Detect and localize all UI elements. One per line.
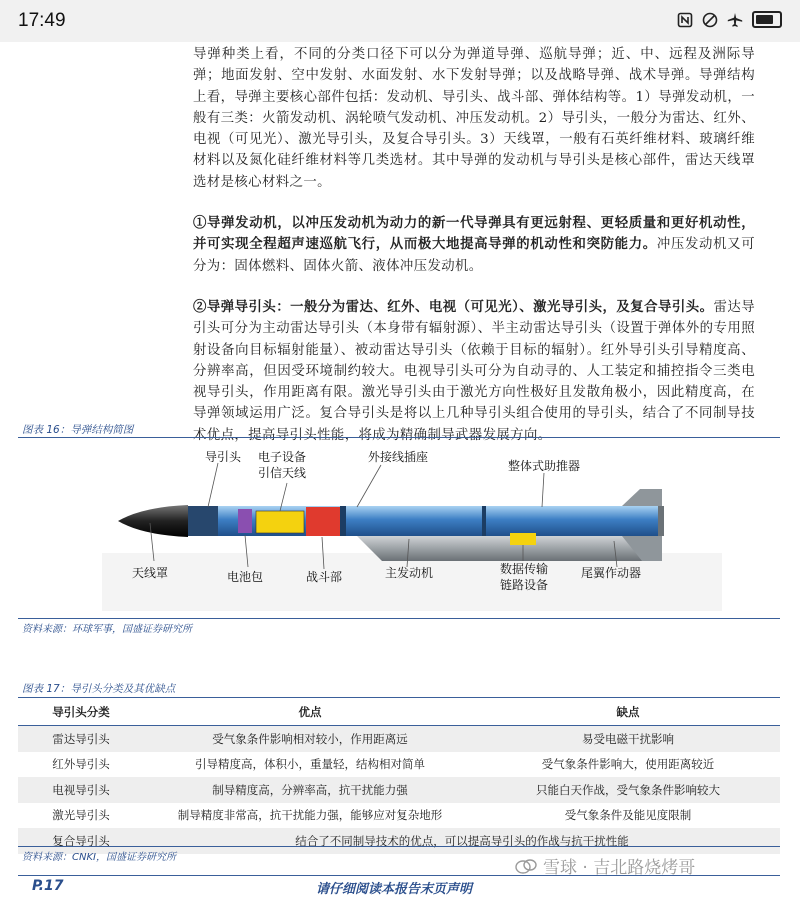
- paragraph-text: 导弹种类上看，不同的分类口径下可以分为弹道导弹、巡航导弹；近、中、远程及洲际导弹；地面发射、空中发射、水面发射、水下发射导弹；以及战略导弹、战术导弹。导弹结构上看，导弹主要核心部件包括：发动机、导引头、战斗部、弹体结构等。1）导弹发动机，一般有三类：火箭发动机、涡轮喷气发动机、冲压发动机。2）导引头，一般分为雷达、红外、电视（可见光）、激光导引头，及复合导引头。3）天线罩，一般有石英纤维材料、玻璃纤维材料以及氮化硅纤维材料等几类选材。其中导弹的发动机与导引头是核心部件，雷达天线罩选材是核心材料之一。: [193, 47, 755, 190]
- label-electronics-1: 电子设备: [258, 450, 307, 464]
- cell-type: 红外导引头: [52, 757, 110, 772]
- paragraph-text: 冲压发动机又可分为：固体燃料、固体火箭、液体冲压发动机。: [193, 237, 755, 274]
- cell-cons: 只能白天作战，受气象条件影响较大: [476, 777, 780, 803]
- figure-16-top-rule: [18, 437, 780, 438]
- cell-pros: 制导精度高，分辨率高，抗干扰能力强: [144, 777, 476, 803]
- nfc-icon: [677, 12, 693, 28]
- paragraph-seeker: [193, 297, 755, 446]
- table-header-row: [18, 699, 780, 726]
- battery-pack: [238, 509, 252, 533]
- table-row: [18, 777, 780, 803]
- seeker-section: [188, 506, 218, 536]
- paragraph-lead: ①导弹发动机，以冲压发动机为动力的新一代导弹具有更远射程、更轻质量和更好机动性，并可实现全程超声速巡航飞行，从而极大地提高导弹的机动性和突防能力。: [193, 215, 755, 253]
- cell-type: 激光导引头: [52, 808, 110, 823]
- section-joint: [340, 506, 346, 536]
- section-joint: [482, 506, 486, 536]
- cell-cons: 受气象条件及能见度限制: [564, 808, 692, 823]
- label-datalink-1: 数据传输: [500, 562, 549, 576]
- column-header-cons: 缺点: [476, 699, 780, 726]
- paragraph-engine: [193, 213, 755, 277]
- status-icons: [677, 11, 782, 28]
- table-row: [18, 726, 780, 752]
- footer-rule: [18, 875, 780, 876]
- missile-body: [182, 506, 662, 536]
- label-electronics-2: 引信天线: [258, 466, 307, 480]
- label-radome: 天线罩: [132, 566, 169, 580]
- battery-icon: [752, 11, 782, 28]
- airplane-mode-icon: [727, 12, 743, 28]
- cell-merged: 结合了不同制导技术的优点，可以提高导引头的作战与抗干扰性能: [144, 828, 780, 854]
- figure-17-bottom-rule: [18, 846, 780, 847]
- mute-icon: [702, 12, 718, 28]
- paragraph-text: 雷达导引头可分为主动雷达导引头（本身带有辐射源）、半主动雷达导引头（设置于弹体外的专用照射设备向目标辐射能量）、被动雷达导引头（依赖于目标的辐射）。红外导引头引导精度高、分辨率高，但因受环境制约较大。电视导引头可分为自动寻的、人工装定和捕控指令三类电视导引头，作用距离有限。激光导引头由于激光方向性极好且发散角极小，因此精度高，在导弹领域运用广泛。复合导引头是将以上几种导引头组合使用的导引头，结合了不同制导技术优点，提高导引头性能，将成为精确制导武器发展方向。: [193, 299, 756, 443]
- label-seeker: 导引头: [205, 450, 242, 464]
- label-actuator: 尾翼作动器: [581, 566, 642, 580]
- cell-cons: 受气象条件影响大，使用距离较近: [541, 757, 715, 772]
- figure-17-title: 图表 17：导引头分类及其优缺点: [22, 683, 176, 695]
- status-time: 17:49: [18, 10, 66, 31]
- label-main-engine: 主发动机: [385, 566, 434, 580]
- datalink-unit: [510, 533, 536, 545]
- label-warhead: 战斗部: [306, 570, 343, 584]
- paragraph-lead: ②导弹导引头：一般分为雷达、红外、电视（可见光）、激光导引头，及复合导引头。: [193, 298, 714, 315]
- figure-16-bottom-rule: [18, 618, 780, 619]
- paragraph-intro: [193, 44, 755, 193]
- cell-type: 雷达导引头: [18, 726, 144, 752]
- cell-pros: 引导精度高，体积小，重量轻，结构相对简单: [195, 757, 425, 772]
- figure-16-title: 图表 16：导弹结构简图: [22, 424, 134, 436]
- label-datalink-2: 链路设备: [500, 578, 549, 592]
- cell-pros: 受气象条件影响相对较小，作用距离远: [144, 726, 476, 752]
- label-external-socket: 外接线插座: [368, 450, 429, 464]
- figure-17-top-rule: [18, 697, 780, 698]
- seeker-comparison-table: [18, 699, 780, 854]
- status-bar: [0, 0, 800, 42]
- column-header-pros: 优点: [144, 699, 476, 726]
- page-number: P.17: [32, 878, 64, 894]
- footer-disclaimer: 请仔细阅读本报告末页声明: [316, 882, 473, 897]
- figure-17-source: 资料来源：CNKI，国盛证券研究所: [22, 852, 176, 863]
- report-body: [193, 44, 755, 466]
- cell-type: 复合导引头: [18, 828, 144, 854]
- table-row: [18, 752, 780, 778]
- electronics-unit: [256, 511, 304, 533]
- cell-pros: 制导精度非常高，抗干扰能力强，能够应对复杂地形: [177, 808, 443, 823]
- label-battery: 电池包: [227, 570, 264, 584]
- radome-nose: [118, 505, 188, 537]
- watermark-text: 雪球 · 吉北路烧烤哥: [543, 858, 696, 878]
- tail-cap: [658, 506, 664, 536]
- snowball-logo-icon: [515, 857, 537, 875]
- cell-cons: 易受电磁干扰影响: [476, 726, 780, 752]
- column-header-type: 导引头分类: [18, 699, 144, 726]
- figure-16-source: 资料来源：环球军事，国盛证券研究所: [22, 624, 192, 635]
- missile-diagram: [22, 443, 774, 619]
- background-texture: [102, 553, 722, 611]
- tail-fin-upper: [622, 489, 662, 506]
- cell-type: 电视导引头: [18, 777, 144, 803]
- warhead-section: [306, 507, 342, 536]
- label-booster: 整体式助推器: [508, 459, 581, 473]
- table-row: [18, 803, 780, 829]
